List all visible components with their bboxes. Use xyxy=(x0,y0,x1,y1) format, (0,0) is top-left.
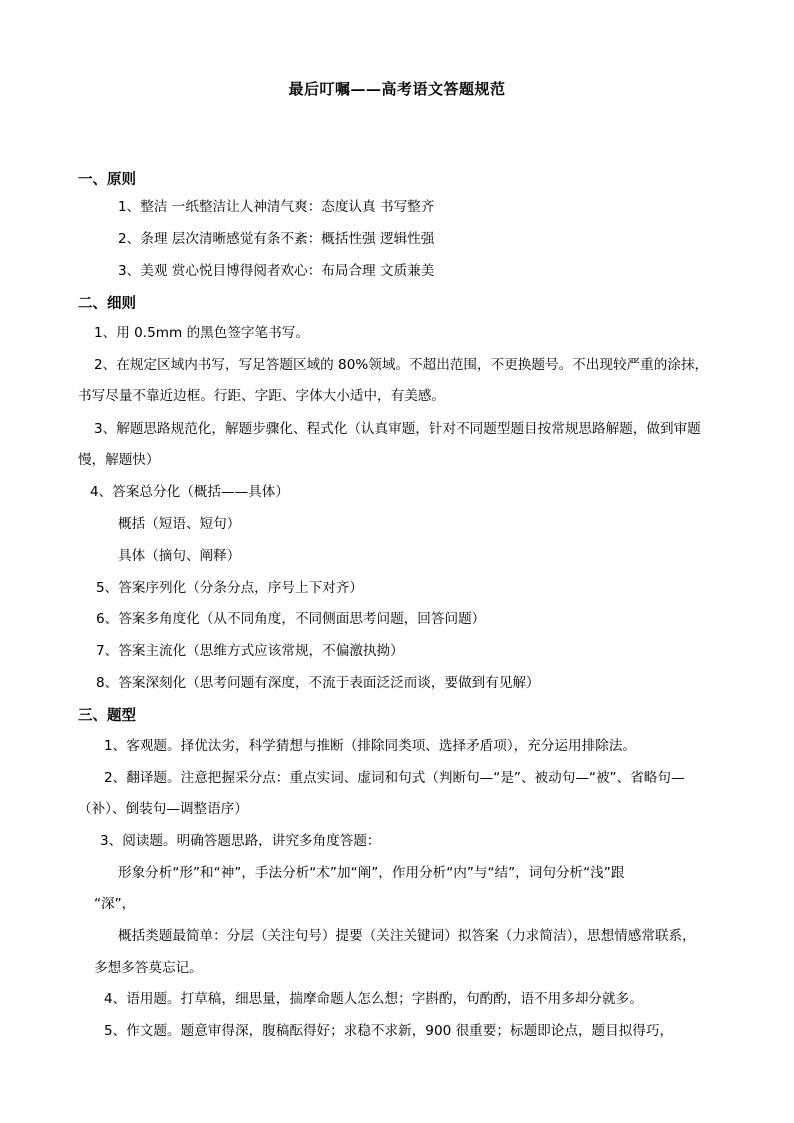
rule-item: 3、解题思路规范化，解题步骤化、程式化（认真审题，针对不同题型题目按常规思路解题，做到审题 xyxy=(94,421,701,437)
question-type-item: 3、阅读题。明确答题思路，讲究多角度答题： xyxy=(100,833,381,849)
rule-item: 2、在规定区域内书写，写足答题区域的 80%领域。不超出范围，不更换题号。不出现较严重的涂抹， xyxy=(94,357,709,373)
question-type-item: 1、客观题。择优汰劣，科学猜想与推断（排除同类项、选择矛盾项），充分运用排除法。 xyxy=(104,738,637,754)
question-type-continuation: 多想多答莫忘记。 xyxy=(94,960,203,976)
rule-item: 7、答案主流化（思维方式应该常规，不偏激执拗） xyxy=(96,643,404,659)
section-heading-principles: 一、原则 xyxy=(78,172,136,188)
section-heading-rules: 二、细则 xyxy=(78,296,136,312)
rule-item-continuation: 书写尽量不靠近边框。行距、字距、字体大小适中，有美感。 xyxy=(78,388,446,404)
question-type-detail: 形象分析“形”和“神”，手法分析“术”加“阐”，作用分析“内”与“结”，词句分析“浅”跟 xyxy=(118,865,625,881)
document-title: 最后叮嘱——高考语文答题规范 xyxy=(288,80,506,98)
rule-item: 1、用 0.5mm 的黑色签字笔书写。 xyxy=(94,325,309,341)
question-type-item: 2、翻译题。注意把握采分点：重点实词、虚词和句式（判断句—“是”、被动句—“被”、省略句— xyxy=(104,770,685,786)
rule-subitem: 概括（短语、短句） xyxy=(118,516,241,532)
question-type-detail: 概括类题最简单：分层（关注句号）提要（关注关键词）拟答案（力求简洁），思想情感常联系， xyxy=(118,928,696,944)
question-type-item: 5、作文题。题意审得深，腹稿酝得好；求稳不求新，900 很重要；标题即论点，题目拟得巧， xyxy=(104,1023,674,1039)
rule-item: 4、答案总分化（概括——具体） xyxy=(90,484,289,500)
question-type-continuation: “深”， xyxy=(94,896,136,912)
section-heading-question-types: 三、题型 xyxy=(78,708,136,724)
question-type-item: 4、语用题。打草稿，细思量，揣摩命题人怎么想；字斟酌，句酌酌，语不用多却分就多。 xyxy=(104,991,643,1007)
principle-item: 2、条理 层次清晰感觉有条不紊：概括性强 逻辑性强 xyxy=(118,231,435,247)
principle-item: 1、整洁 一纸整洁让人神清气爽：态度认真 书写整齐 xyxy=(118,199,435,215)
question-type-continuation: （补）、倒装句—调整语序） xyxy=(78,801,248,817)
rule-item-continuation: 慢，解题快） xyxy=(78,452,160,468)
principle-item: 3、美观 赏心悦目博得阅者欢心：布局合理 文质兼美 xyxy=(118,263,435,279)
rule-item: 5、答案序列化（分条分点，序号上下对齐） xyxy=(96,580,363,596)
rule-item: 6、答案多角度化（从不同角度，不同侧面思考问题，回答问题） xyxy=(96,611,486,627)
rule-item: 8、答案深刻化（思考问题有深度，不流于表面泛泛而谈，要做到有见解） xyxy=(96,675,540,691)
rule-subitem: 具体（摘句、阐释） xyxy=(118,548,241,564)
